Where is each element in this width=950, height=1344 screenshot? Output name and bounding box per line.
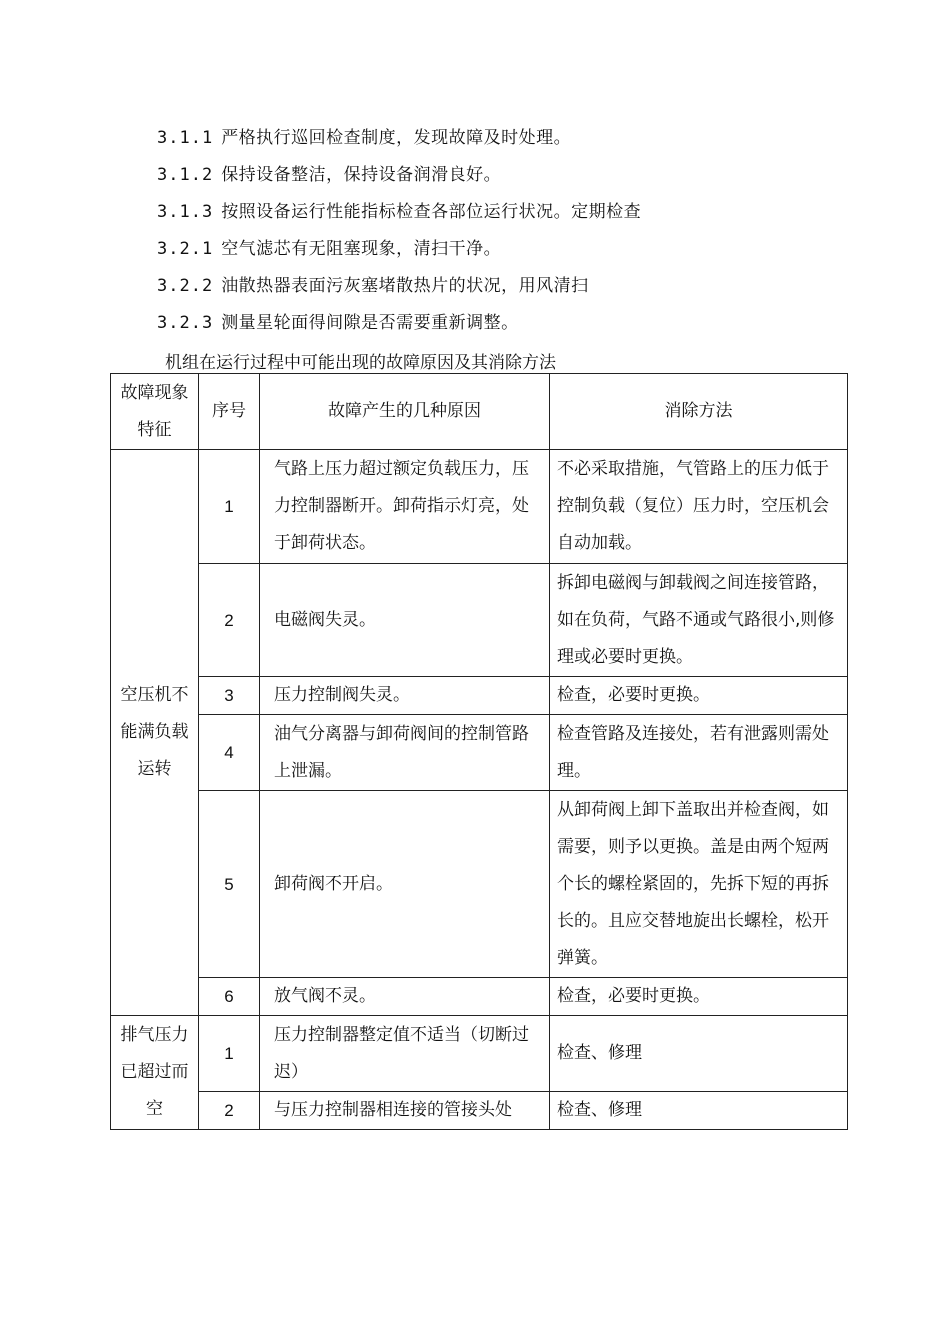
list-item xyxy=(157,275,589,297)
table-row xyxy=(111,1092,848,1130)
table-row xyxy=(111,978,848,1016)
method-cell: 从卸荷阀上卸下盖取出并检查阀，如需要，则予以更换。盖是由两个短两个长的螺栓紧固的，先拆下短的再拆长的。且应交替地旋出长螺栓，松开弹簧。 xyxy=(550,791,848,978)
feature-label: 排气压力已超过而空 xyxy=(120,1025,189,1119)
seq-cell: 6 xyxy=(199,978,260,1016)
table-row xyxy=(111,715,848,791)
seq-cell: 5 xyxy=(199,791,260,978)
list-item xyxy=(157,164,501,186)
list-item xyxy=(157,312,519,334)
header-seq: 序号 xyxy=(199,374,260,450)
item-text: 油散热器表面污灰塞堵散热片的状况，用风清扫 xyxy=(221,276,589,296)
method-cell: 不必采取措施，气管路上的压力低于控制负载（复位）压力时，空压机会自动加载。 xyxy=(550,450,848,564)
item-text: 保持设备整洁，保持设备润滑良好。 xyxy=(221,165,502,185)
item-number: 3.1.3 xyxy=(157,202,214,222)
list-item xyxy=(157,201,641,223)
item-number: 3.1.2 xyxy=(157,165,214,185)
feature-cell xyxy=(111,450,199,1016)
method-cell: 检查、修理 xyxy=(550,1092,848,1130)
item-text: 空气滤芯有无阻塞现象，清扫干净。 xyxy=(221,239,502,259)
table-row xyxy=(111,564,848,677)
cause-cell: 电磁阀失灵。 xyxy=(260,564,550,677)
cause-cell: 气路上压力超过额定负载压力，压力控制器断开。卸荷指示灯亮，处于卸荷状态。 xyxy=(260,450,550,564)
header-feature-cell xyxy=(111,374,199,450)
item-text: 严格执行巡回检查制度，发现故障及时处理。 xyxy=(221,128,572,148)
method-cell: 拆卸电磁阀与卸载阀之间连接管路，如在负荷，气路不通或气路很小,则修理或必要时更换。 xyxy=(550,564,848,677)
table-caption: 机组在运行过程中可能出现的故障原因及其消除方法 xyxy=(165,353,556,373)
header-method: 消除方法 xyxy=(550,374,848,450)
table-row xyxy=(111,450,848,564)
seq-cell: 4 xyxy=(199,715,260,791)
item-number: 3.2.2 xyxy=(157,276,214,296)
method-cell: 检查，必要时更换。 xyxy=(550,677,848,715)
seq-cell: 3 xyxy=(199,677,260,715)
item-number: 3.1.1 xyxy=(157,128,214,148)
item-number: 3.2.3 xyxy=(157,313,214,333)
method-cell: 检查，必要时更换。 xyxy=(550,978,848,1016)
seq-cell: 2 xyxy=(199,1092,260,1130)
table-row xyxy=(111,677,848,715)
item-number: 3.2.1 xyxy=(157,239,214,259)
item-text: 测量星轮面得间隙是否需要重新调整。 xyxy=(221,313,519,333)
seq-cell: 1 xyxy=(199,1016,260,1092)
table-row xyxy=(111,791,848,978)
list-item xyxy=(157,127,571,149)
cause-cell: 与压力控制器相连接的管接头处 xyxy=(260,1092,550,1130)
header-feature: 故障现象特征 xyxy=(120,382,189,440)
method-cell: 检查管路及连接处，若有泄露则需处理。 xyxy=(550,715,848,791)
seq-cell: 2 xyxy=(199,564,260,677)
seq-cell: 1 xyxy=(199,450,260,564)
table-header-row xyxy=(111,374,848,450)
method-cell: 检查、修理 xyxy=(550,1016,848,1092)
item-text: 按照设备运行性能指标检查各部位运行状况。定期检查 xyxy=(221,202,642,222)
cause-cell: 放气阀不灵。 xyxy=(260,978,550,1016)
cause-cell: 压力控制器整定值不适当（切断过迟） xyxy=(260,1016,550,1092)
list-item xyxy=(157,238,501,260)
feature-label: 空压机不能满负载运转 xyxy=(120,685,189,779)
cause-cell: 压力控制阀失灵。 xyxy=(260,677,550,715)
header-cause: 故障产生的几种原因 xyxy=(260,374,550,450)
fault-table xyxy=(110,373,848,1130)
cause-cell: 卸荷阀不开启。 xyxy=(260,791,550,978)
cause-cell: 油气分离器与卸荷阀间的控制管路上泄漏。 xyxy=(260,715,550,791)
feature-cell xyxy=(111,1016,199,1130)
table-row xyxy=(111,1016,848,1092)
